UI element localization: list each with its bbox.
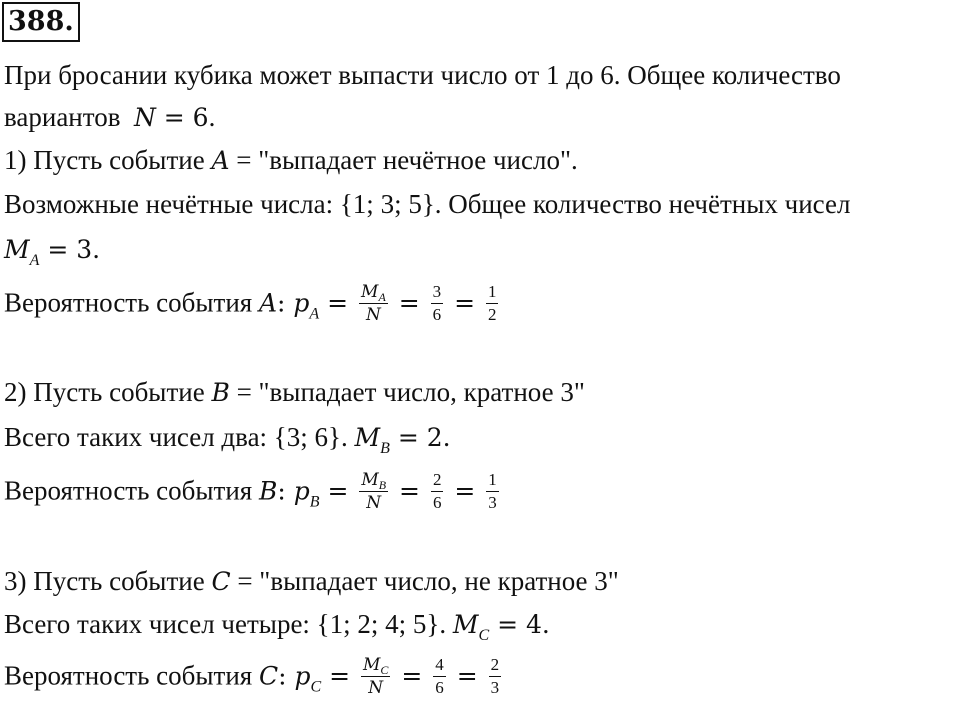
part2-count-text: Всего таких чисел два: {3; 6}.	[4, 422, 355, 452]
sub-a: A	[29, 252, 40, 269]
prob-var: B	[258, 476, 278, 506]
part1-odd-text: Возможные нечётные числа: {1; 3; 5}. Общее количество нечётных чисел	[4, 189, 851, 219]
frac-num: 4	[433, 654, 446, 677]
mb-value: = 2.	[389, 423, 451, 452]
mc-value: = 4.	[489, 610, 550, 639]
frac-den: 6	[432, 493, 442, 512]
sub-p: A	[309, 305, 320, 323]
fraction-mc-n	[361, 654, 390, 699]
part1-ma	[4, 232, 100, 267]
var-m: M	[354, 423, 381, 452]
frac-den: 3	[490, 678, 500, 697]
var-b: B	[211, 378, 230, 407]
equals: =	[446, 476, 484, 506]
part2-event-desc: = "выпадает число, кратное 3"	[229, 377, 585, 407]
var-a: A	[211, 146, 230, 175]
part1-label: 1) Пусть событие	[4, 145, 212, 175]
equals: =	[448, 661, 486, 691]
frac-num: 2	[431, 469, 444, 492]
fraction-1-3	[486, 469, 499, 514]
part3-event-desc: = "выпадает число, не кратное 3"	[230, 566, 619, 596]
fraction-1-2	[486, 281, 499, 326]
colon: :	[277, 288, 294, 318]
equals: =	[393, 661, 431, 691]
colon: :	[278, 661, 295, 691]
var-n: N	[133, 103, 156, 132]
equals: =	[390, 288, 428, 318]
fraction-ma-n	[359, 281, 388, 326]
equals: =	[321, 661, 358, 691]
var-c: C	[211, 567, 231, 596]
frac-num-var: M	[363, 655, 381, 675]
n-value: = 6	[155, 103, 209, 132]
prob-text: Вероятность события	[4, 660, 259, 691]
var-p: p	[293, 476, 310, 506]
frac-den: 3	[488, 493, 497, 512]
sub-p: C	[310, 678, 322, 696]
fraction-mb-n	[359, 469, 388, 514]
part1-event	[4, 143, 578, 178]
fraction-2-6	[431, 469, 444, 514]
equals: =	[319, 476, 357, 506]
fraction-4-6	[433, 654, 446, 699]
prob-var: A	[258, 288, 278, 318]
frac-num: 1	[486, 281, 499, 304]
frac-num-sub: B	[378, 478, 387, 492]
frac-den: N	[366, 493, 382, 513]
frac-den: 6	[435, 678, 444, 697]
var-p: p	[294, 661, 311, 691]
frac-den: N	[368, 678, 384, 698]
part2-count	[4, 420, 451, 455]
frac-num-sub: A	[378, 290, 386, 304]
frac-num-var: M	[361, 470, 379, 490]
sub-c: C	[478, 627, 490, 644]
part3-count-text: Всего таких чисел четыре: {1; 2; 4; 5}.	[4, 609, 453, 639]
frac-num-sub: C	[380, 663, 389, 677]
equals: =	[446, 288, 483, 318]
ma-value: = 3.	[39, 235, 101, 264]
var-m: M	[452, 610, 479, 639]
intro-text-variants: вариантов	[4, 102, 121, 132]
fraction-2-3	[489, 654, 502, 699]
frac-den: 6	[432, 305, 442, 324]
intro-text: При бросании кубика может выпасти число от 1 до 6. Общее количество	[4, 60, 841, 90]
fraction-3-6	[431, 281, 444, 326]
sub-b: B	[380, 440, 390, 457]
part2-probability	[4, 471, 502, 516]
part3-label: 3) Пусть событие	[4, 566, 212, 596]
intro-end: .	[208, 102, 216, 132]
colon: :	[277, 476, 294, 506]
part2-event	[4, 375, 585, 410]
part1-odd-numbers	[4, 187, 850, 221]
intro-line-2	[4, 100, 215, 135]
frac-num-var: M	[361, 282, 379, 302]
part3-probability	[4, 656, 504, 701]
frac-num: 1	[486, 469, 499, 492]
var-m: M	[4, 235, 30, 264]
intro-line-1	[4, 58, 841, 92]
part2-label: 2) Пусть событие	[4, 377, 212, 407]
part1-event-desc: = "выпадает нечётное число".	[229, 145, 578, 175]
problem-number: 388.	[2, 2, 80, 42]
prob-text: Вероятность события	[4, 475, 259, 506]
frac-den: 2	[487, 305, 497, 324]
frac-num: 2	[489, 654, 502, 677]
var-p: p	[293, 288, 310, 318]
equals: =	[391, 476, 428, 506]
part3-count	[4, 607, 550, 642]
prob-var: C	[258, 661, 279, 691]
equals: =	[319, 288, 357, 318]
part3-event	[4, 564, 619, 599]
frac-num: 3	[431, 281, 444, 304]
frac-den: N	[365, 305, 381, 325]
sub-p: B	[309, 493, 320, 511]
part1-probability	[4, 283, 501, 328]
prob-text: Вероятность события	[4, 287, 259, 318]
